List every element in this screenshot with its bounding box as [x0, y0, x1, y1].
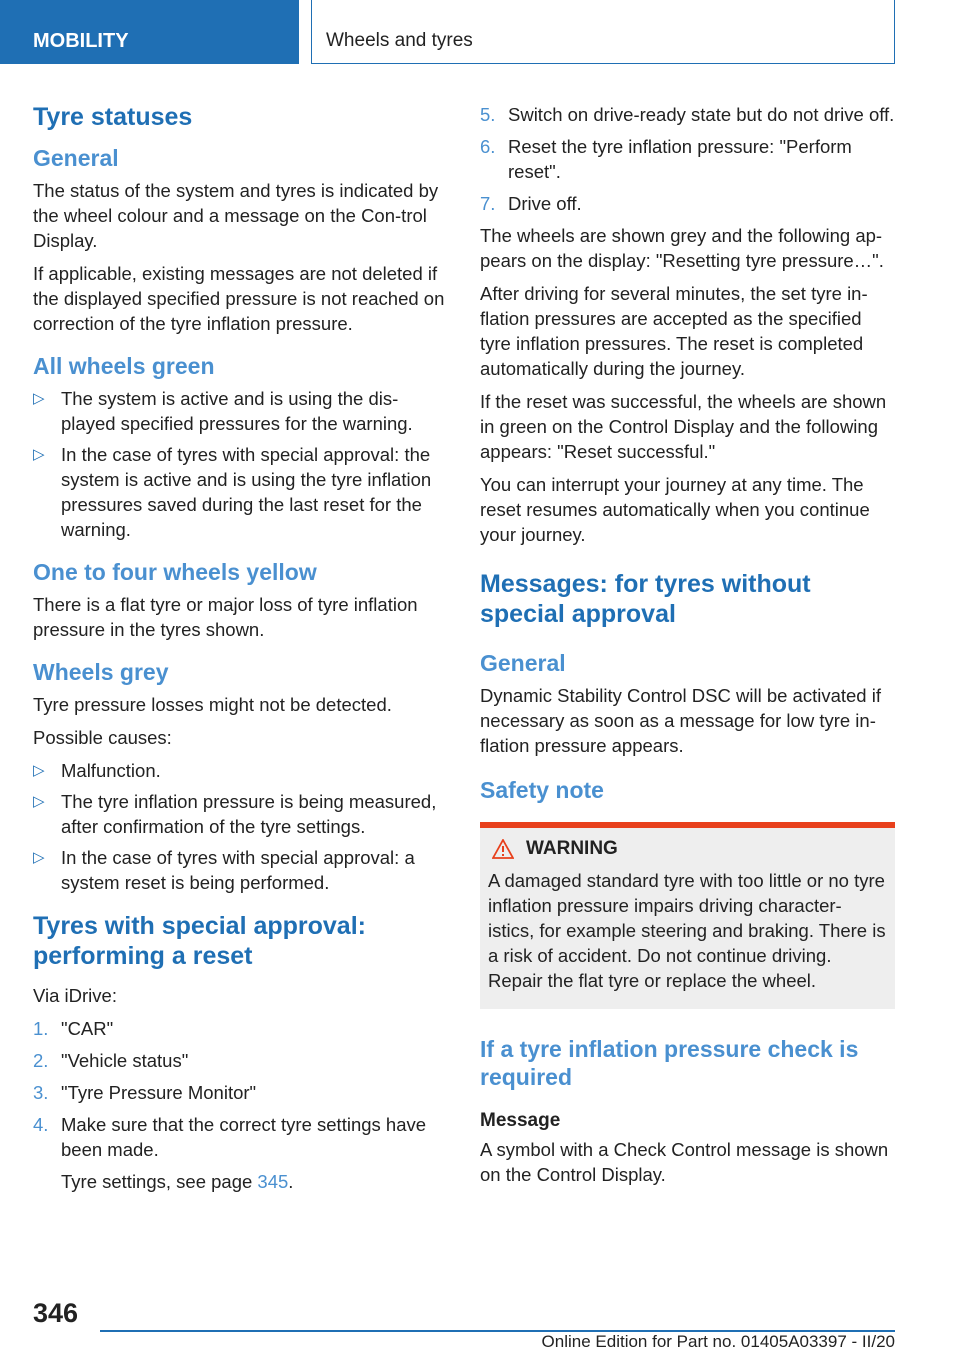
step-item: 5. Switch on drive-ready state but do not drive off. [480, 104, 895, 125]
general-heading: General [33, 145, 119, 171]
warning-text: A damaged standard tyre with too little or no tyre inflation pressure impairs driving character-istics, for example steering and braking. There is a risk of accident. Do not continue driving. Repair the flat tyre or replace the wheel. [488, 870, 886, 991]
reset-paragraph-2: After driving for several minutes, the set tyre in-flation pressures are accepted as the specified tyre inflation pressures. The reset is completed automatically during the journey. [480, 283, 868, 379]
step-item: 3. "Tyre Pressure Monitor" [33, 1082, 257, 1103]
grey-list [33, 758, 448, 895]
triangle-bullet-icon: ▷ [33, 849, 45, 866]
dsc-paragraph: Dynamic Stability Control DSC will be activated if necessary as soon as a message for low tyre in-flation pressure appears. [480, 685, 881, 756]
warning-box [480, 822, 895, 1009]
wheels-yellow-heading: One to four wheels yellow [33, 559, 317, 585]
list-item: ▷ In the case of tyres with special approval: the system is active and is using the tyre inflation pressures saved during the last reset for the warning. [33, 444, 432, 540]
page-number: 346 [33, 1298, 79, 1328]
green-list [33, 386, 448, 542]
header-section-tab [0, 0, 299, 64]
step-item: 4. Make sure that the correct tyre settings have been made. Tyre settings, see page 345. [33, 1112, 448, 1194]
warning-triangle-icon [492, 839, 514, 859]
message-subheading: Message [480, 1110, 561, 1131]
reset-paragraph-1: The wheels are shown grey and the following ap-pears on the display: "Resetting tyre pressure…". [480, 225, 884, 271]
reset-steps [33, 1016, 448, 1194]
grey-paragraph-1: Tyre pressure losses might not be detected. [33, 694, 392, 715]
triangle-bullet-icon: ▷ [33, 390, 45, 407]
footer-edition: Online Edition for Part no. 01405A03397 - II/20 [541, 1332, 895, 1351]
list-item: ▷ The system is active and is using the dis-played specified pressures for the warning. [33, 388, 413, 434]
triangle-bullet-icon: ▷ [33, 762, 45, 779]
general-paragraph-2: If applicable, existing messages are not deleted if the displayed specified pressure is not reached on correction of the tyre inflation pressure. [33, 263, 445, 334]
step-item: 2. "Vehicle status" [33, 1050, 189, 1071]
all-wheels-green-heading: All wheels green [33, 353, 215, 379]
tyre-statuses-title: Tyre statuses [33, 103, 193, 131]
list-item: ▷ Malfunction. [33, 760, 161, 781]
header-section-label: MOBILITY [33, 30, 129, 52]
header-chapter-tab [311, 0, 895, 64]
reset-intro: Via iDrive: [33, 985, 117, 1006]
triangle-bullet-icon: ▷ [33, 446, 45, 463]
step-item: 7. Drive off. [480, 193, 582, 214]
triangle-bullet-icon: ▷ [33, 793, 45, 810]
reset-steps-continued [480, 102, 895, 216]
pressure-check-heading: If a tyre inflation pressure check is required [480, 1036, 859, 1090]
step-item: 6. Reset the tyre inflation pressure: "Perform reset". [480, 136, 852, 182]
general-paragraph-1: The status of the system and tyres is indicated by the wheel colour and a message on the Con-trol Display. [33, 180, 439, 251]
header-chapter-label: Wheels and tyres [326, 30, 473, 51]
reset-paragraph-3: If the reset was successful, the wheels are shown in green on the Control Display and the following appears: "Reset successful." [480, 391, 887, 462]
messages-title: Messages: for tyres without special approval [480, 570, 811, 628]
step-item: 1. "CAR" [33, 1018, 114, 1039]
wheels-grey-heading: Wheels grey [33, 659, 169, 685]
grey-paragraph-2: Possible causes: [33, 727, 172, 748]
general-heading-2: General [480, 650, 566, 676]
warning-header [488, 838, 887, 860]
right-column [480, 102, 895, 1195]
page-reference-link[interactable]: 345 [257, 1171, 289, 1192]
yellow-paragraph: There is a flat tyre or major loss of tyre inflation pressure in the tyres shown. [33, 594, 418, 640]
list-item: ▷ In the case of tyres with special approval: a system reset is being performed. [33, 847, 415, 893]
left-column [33, 102, 448, 1201]
reset-paragraph-4: You can interrupt your journey at any time. The reset resumes automatically when you continue your journey. [480, 474, 870, 545]
reset-title: Tyres with special approval: performing a reset [33, 912, 366, 970]
message-paragraph: A symbol with a Check Control message is shown on the Control Display. [480, 1139, 889, 1185]
warning-label: WARNING [526, 838, 618, 859]
tyre-settings-reference: Tyre settings, see page 345. [61, 1171, 294, 1192]
safety-note-heading: Safety note [480, 777, 604, 803]
list-item: ▷ The tyre inflation pressure is being measured, after confirmation of the tyre settings. [33, 791, 437, 837]
